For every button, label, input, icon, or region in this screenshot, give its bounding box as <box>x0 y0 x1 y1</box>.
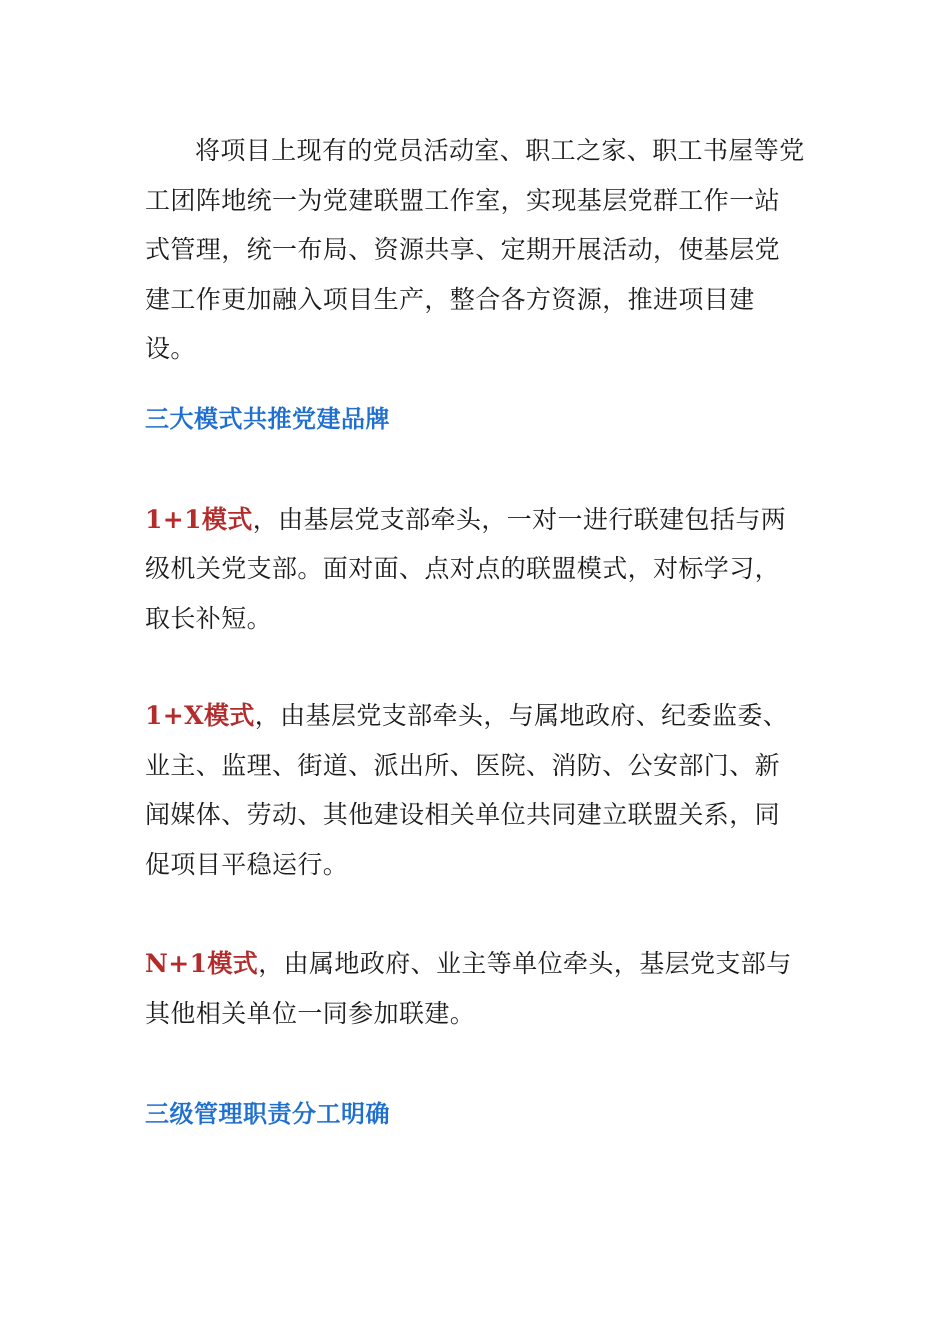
mode-title-1-plus-x: 1+X模式 <box>145 701 255 730</box>
mode-paragraph-n-plus-1 <box>145 939 805 1038</box>
document-page <box>145 126 805 1134</box>
mode-text-n-plus-1: ，由属地政府、业主等单位牵头，基层党支部与其他相关单位一同参加联建。 <box>145 949 792 1028</box>
section-heading-three-modes: 三大模式共推党建品牌 <box>145 404 390 433</box>
mode-paragraph-1-plus-1 <box>145 495 805 644</box>
mode-title-1-plus-1: 1+1模式 <box>145 504 253 534</box>
mode-text-1-plus-x: ，由基层党支部牵头，与属地政府、纪委监委、业主、监理、街道、派出所、医院、消防、公安部门、新闻媒体、劳动、其他建设相关单位共同建立联盟关系，同促项目平稳运行。 <box>145 701 789 879</box>
mode-text-1-plus-1: ，由基层党支部牵头，一对一进行联建包括与两级机关党支部。面对面、点对点的联盟模式，对标学习，取长补短。 <box>145 504 787 633</box>
intro-paragraph: 将项目上现有的党员活动室、职工之家、职工书屋等党工团阵地统一为党建联盟工作室，实现基层党群工作一站式管理，统一布局、资源共享、定期开展活动，使基层党建工作更加融入项目生产，整合各方资源，推进项目建设。 <box>145 136 805 363</box>
mode-title-n-plus-1: N+1模式 <box>145 949 259 978</box>
section-heading-three-level-management: 三级管理职责分工明确 <box>145 1100 390 1128</box>
mode-paragraph-1-plus-x <box>145 691 805 889</box>
